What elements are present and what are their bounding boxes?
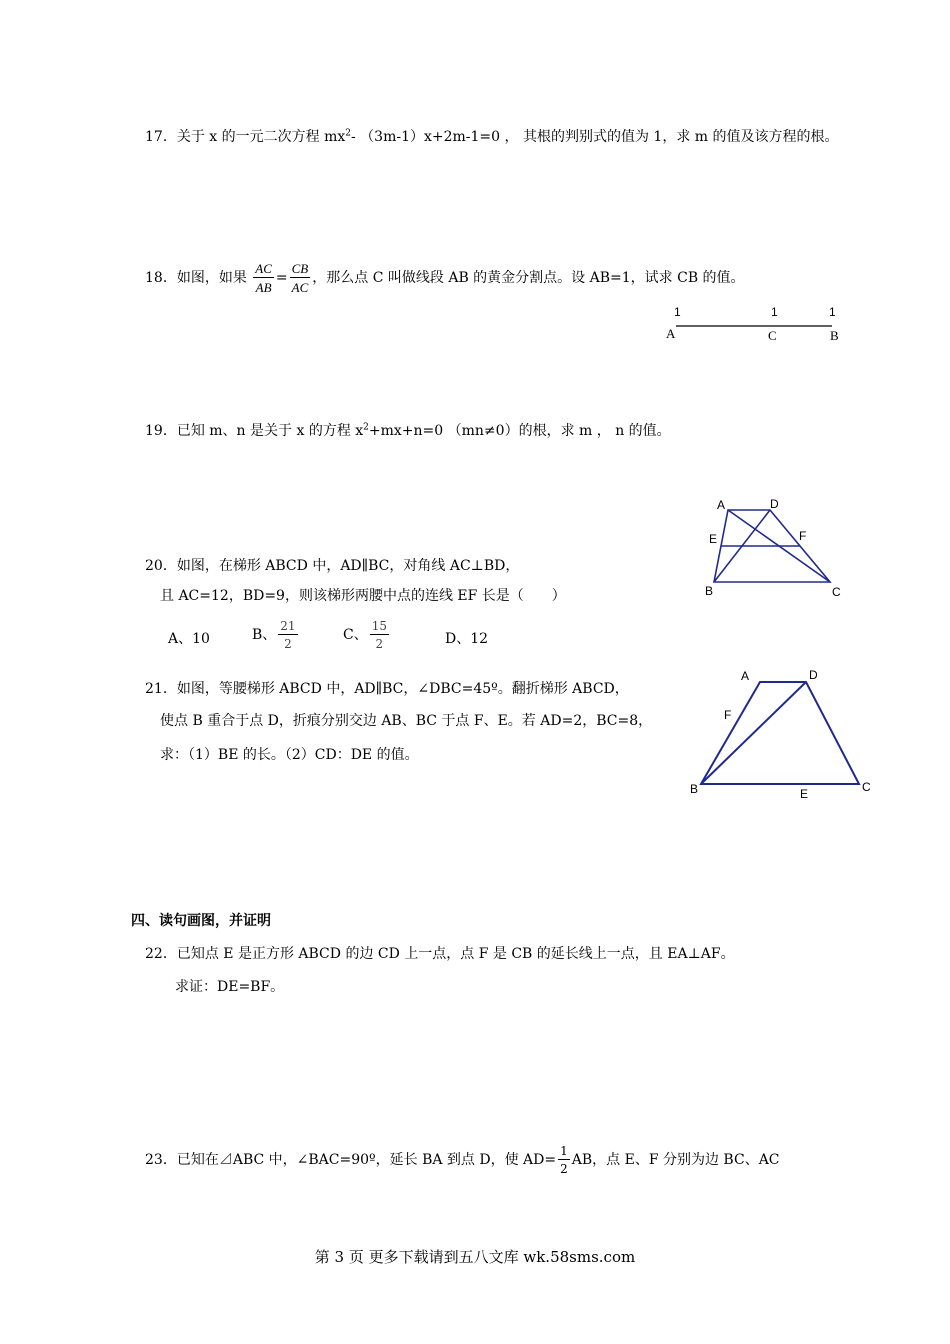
question-17 [145,126,839,146]
q21-trapezoid-figure [685,663,885,805]
q19-number: 19． [145,423,177,439]
q23-number: 23． [145,1152,177,1168]
q18-label-b: B [830,328,839,343]
question-18 [145,262,745,294]
q18-tick-a: 1 [674,305,681,319]
question-21 [145,678,629,698]
q18-frac1-denominator: AB [255,280,272,295]
q23-denominator: 2 [560,1162,568,1176]
q20-option-b-fraction [278,620,297,650]
q18-text-post: ，那么点 C 叫做线段 AB 的黄金分割点。设 AB=1，试求 CB 的值。 [312,270,745,286]
q18-fraction-ac-ab [253,262,274,294]
q18-equals: = [275,270,288,286]
q22-line-2: 求证：DE=BF。 [175,979,285,995]
q17-exponent: 2 [345,128,351,139]
q18-number: 18． [145,270,177,286]
q23-numerator: 1 [560,1144,568,1158]
q20-option-c [343,620,391,650]
page-footer: 第 3 页 更多下载请到五八文库 wk.58sms.com [314,1248,636,1266]
q20-trapezoid-figure [700,492,860,604]
q23-text-pre: 已知在⊿ABC 中，∠BAC=90º，延长 BA 到点 D，使 AD= [176,1152,557,1168]
question-23 [145,1145,780,1175]
q21-label-a: A [741,669,750,683]
q20-option-c-fraction [370,620,389,650]
q18-text-pre: 如图，如果 [176,270,247,286]
question-19 [145,420,671,440]
q20-label-d: D [770,497,779,511]
q17-text-pre: 关于 x 的一元二次方程 mx [176,129,346,145]
q18-label-c: C [768,328,777,343]
q19-exponent: 2 [363,422,369,433]
q18-tick-c: 1 [771,305,778,319]
q21-label-d: D [809,668,818,682]
q19-text-post: +mx+n=0 （mn≠0）的根，求 m ， n 的值。 [368,423,671,439]
q18-fraction-cb-ac [290,262,311,294]
q21-line-3: 求：（1）BE 的长。（2）CD：DE 的值。 [160,747,419,763]
q18-frac2-numerator: CB [291,261,309,276]
q20-number: 20． [145,558,177,574]
q20-option-b [252,620,300,650]
q18-frac2-denominator: AC [291,280,309,295]
q21-number: 21． [145,681,177,697]
q20-option-b-denominator: 2 [284,637,292,651]
q20-option-b-numerator: 21 [280,619,296,633]
q21-line-2: 使点 B 重合于点 D，折痕分别交边 AB、BC 于点 F、E。若 AD=2，BC=8， [160,713,653,729]
q20-label-b: B [705,584,714,598]
q21-trapezoid-abcd [701,682,859,784]
q19-text-pre: 已知 m、n 是关于 x 的方程 x [176,423,364,439]
q20-option-a: A、10 [168,631,210,647]
q21-label-e: E [800,787,809,801]
q20-label-f: F [799,529,807,543]
q18-label-a: A [666,326,676,341]
question-22 [145,943,735,963]
q20-line-2: 且 AC=12，BD=9，则该梯形两腰中点的连线 EF 长是（ ） [160,588,566,604]
q21-diagonal-bd [701,682,806,784]
question-20 [145,555,519,575]
q23-fraction-one-half [558,1145,570,1175]
q21-label-c: C [862,780,871,794]
q20-label-c: C [832,585,841,599]
q20-option-c-numerator: 15 [371,619,387,633]
q20-option-c-label: C、 [343,627,368,643]
q22-number: 22． [145,946,177,962]
q23-text-post: AB，点 E、F 分别为边 BC、AC [571,1152,780,1168]
q17-number: 17． [145,129,177,145]
q20-option-b-label: B、 [252,627,277,643]
q21-label-b: B [690,782,699,796]
q20-label-a: A [717,498,726,512]
q20-option-c-denominator: 2 [375,637,384,651]
q21-label-f: F [724,708,732,722]
q18-segment-figure [660,305,850,347]
q22-line-1: 已知点 E 是正方形 ABCD 的边 CD 上一点，点 F 是 CB 的延长线上一点，且 EA⊥AF。 [176,946,735,962]
section-4-heading: 四、读句画图，并证明 [131,913,271,929]
q21-line-1: 如图，等腰梯形 ABCD 中，AD∥BC，∠DBC=45º。翻折梯形 ABCD， [176,681,629,697]
q18-tick-b: 1 [829,305,836,319]
q20-line-1: 如图，在梯形 ABCD 中，AD∥BC，对角线 AC⊥BD， [176,558,520,574]
q18-frac1-numerator: AC [255,261,272,276]
q20-label-e: E [709,532,718,546]
q17-text-post: - （3m-1）x+2m-1=0 ， 其根的判别式的值为 1，求 m 的值及该方程的根。 [350,129,839,145]
q20-option-d: D、12 [445,631,489,647]
